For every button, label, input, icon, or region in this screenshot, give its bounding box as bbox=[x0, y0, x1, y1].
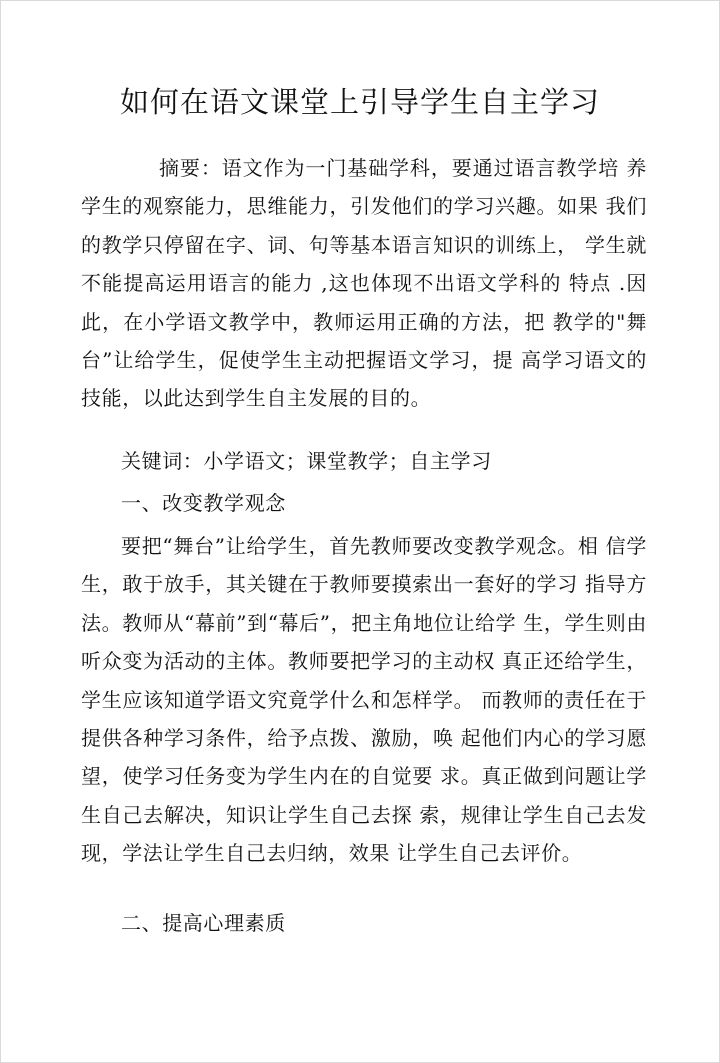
section-1-paragraph: 要把“舞台”让给学生，首先教师要改变教学观念。相 信学生，敢于放手，其关键在于教师要摸索出一套好的学习 指导方法。教师从“幕前”到“幕后”，把主角地位让给学 生，学生则由听众变为活动的主体。教师要把学习的主动权 真正还给学生，学生应该知道学语文究竟学什么和怎样学。 而教师的责任在于提供各种学习条件，给予点拨、激励，唤 起他们内心的学习愿望，使学习任务变为学生内在的自觉要 求。真正做到问题让学生自己去解决，知识让学生自己去探 索，规律让学生自己去发现，学法让学生自己去归纳，效果 让学生自己去评价。 bbox=[81, 534, 647, 866]
section-1-heading: 一、改变教学观念 bbox=[121, 491, 286, 515]
document-title: 如何在语文课堂上引导学生自主学习 bbox=[119, 85, 600, 120]
section-2-heading-block bbox=[81, 904, 647, 942]
abstract-block bbox=[81, 149, 647, 418]
keywords-block bbox=[81, 442, 647, 480]
section-1-heading-block bbox=[81, 484, 647, 522]
section-2-heading: 二、提高心理素质 bbox=[121, 911, 286, 935]
abstract-paragraph: 摘要：语文作为一门基础学科，要通过语言教学培 养学生的观察能力，思维能力，引发他们的学习兴趣。如果 我们的教学只停留在字、词、句等基本语言知识的训练上， 学生就不能提高运用语言的能力 ,这也体现不出语文学科的 特点 .因此，在小学语文教学中，教师运用正确的方法，把 教学的"舞台”让给学生，促使学生主动把握语文学习，提 高学习语文的技能，以此达到学生自主发展的目的。 bbox=[81, 156, 647, 411]
section-1-body-block bbox=[81, 527, 647, 873]
keywords-line: 关键词：小学语文；课堂教学；自主学习 bbox=[121, 449, 492, 473]
